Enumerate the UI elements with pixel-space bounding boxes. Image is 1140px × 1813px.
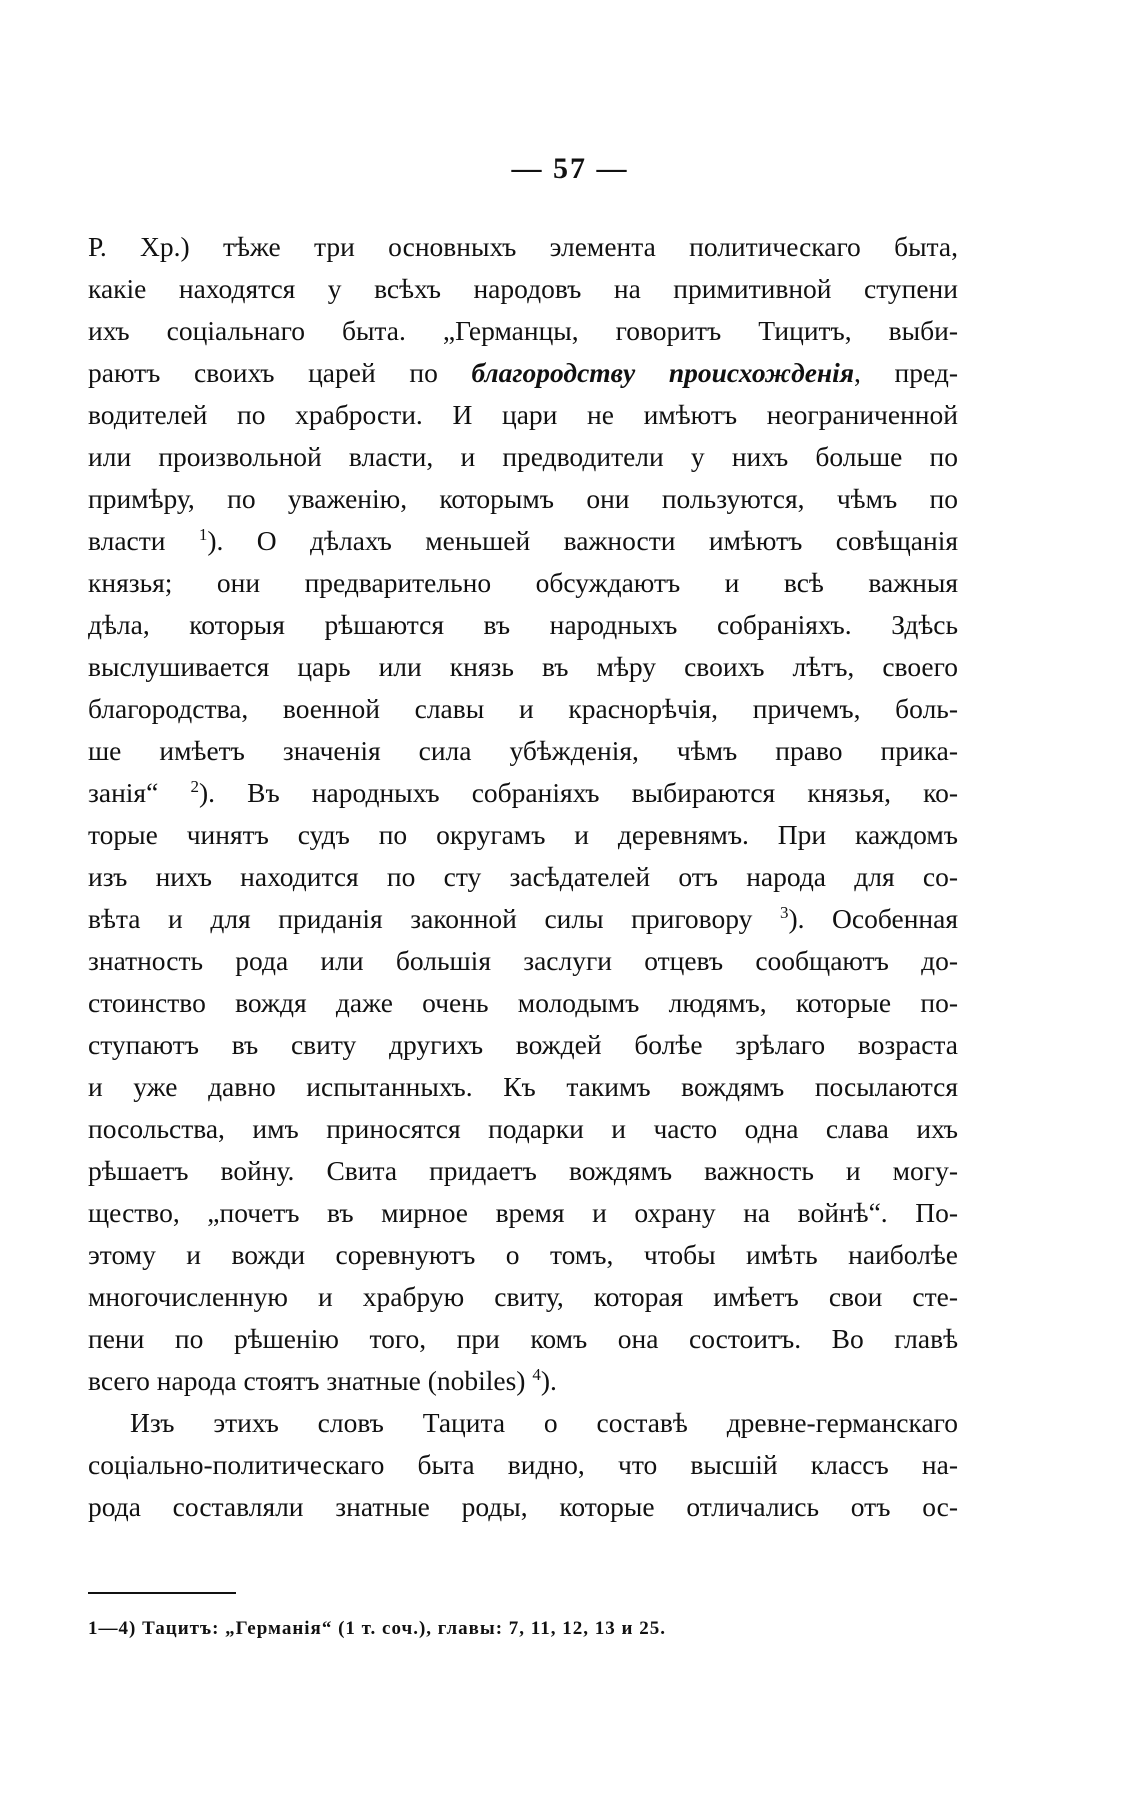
footnote-marker: 1 (198, 524, 208, 544)
line-segment: ). (540, 1365, 557, 1396)
text-line: знатность рода или большія заслуги отцевъ сообщаютъ до- (88, 945, 958, 976)
text-line: ихъ соціальнаго быта. „Германцы, говоритъ Тицитъ, выби- (88, 315, 958, 346)
text-line (88, 352, 958, 394)
text-line (88, 898, 958, 940)
text-line: и уже давно испытанныхъ. Къ такимъ вождямъ посылаются (88, 1071, 958, 1102)
text-line: пени по рѣшенію того, при комъ она состоитъ. Во главѣ (88, 1323, 958, 1354)
text-line (88, 520, 958, 562)
text-line: благородства, военной славы и краснорѣчія, причемъ, боль- (88, 693, 958, 724)
text-line: ступаютъ въ свиту другихъ вождей болѣе зрѣлаго возраста (88, 1029, 958, 1060)
emphasized-phrase: благородству происхожденія (471, 357, 854, 388)
page-number: — 57 — (511, 152, 629, 185)
footnote-marker: 3 (779, 902, 789, 922)
footnote-marker: 4 (532, 1364, 541, 1384)
text-line: рода составляли знатные роды, которые отличались отъ ос- (88, 1491, 958, 1522)
footnote-separator (88, 1592, 236, 1594)
text-line (88, 1360, 958, 1402)
text-line: многочисленную и храбрую свиту, которая имѣетъ свои сте- (88, 1281, 958, 1312)
text-line: князья; они предварительно обсуждаютъ и всѣ важныя (88, 567, 958, 598)
text-line: торые чинятъ судъ по округамъ и деревнямъ. При каждомъ (88, 819, 958, 850)
line-segment: занія“ (88, 777, 191, 808)
line-segment: вѣта и для приданія законной силы приговору (88, 903, 780, 934)
line-segment: всего народа стоятъ знатные (nobiles) (88, 1365, 533, 1396)
text-line: рѣшаетъ войну. Свита придаетъ вождямъ важность и могу- (88, 1155, 958, 1186)
paragraph-1 (88, 226, 958, 1402)
line-segment: ). Въ народныхъ собраніяхъ выбираются князья, ко- (198, 777, 958, 808)
text-line: дѣла, которыя рѣшаются въ народныхъ собраніяхъ. Здѣсь (88, 609, 958, 640)
text-line: этому и вожди соревнуютъ о томъ, чтобы имѣть наиболѣе (88, 1239, 958, 1270)
text-line: выслушивается царь или князь въ мѣру своихъ лѣтъ, своего (88, 651, 958, 682)
body-text (88, 226, 958, 1528)
text-line: стоинство вождя даже очень молодымъ людямъ, которые по- (88, 987, 958, 1018)
paragraph-2 (88, 1402, 958, 1528)
text-line: примѣру, по уваженію, которымъ они пользуются, чѣмъ по (88, 483, 958, 514)
footnote-marker: 2 (190, 776, 199, 796)
text-line: или произвольной власти, и предводители у нихъ больше по (88, 441, 958, 472)
line-segment: власти (88, 525, 199, 556)
text-line: посольства, имъ приносятся подарки и часто одна слава ихъ (88, 1113, 958, 1144)
footnote: 1—4) Тацитъ: „Германія“ (1 т. соч.), главы: 7, 11, 12, 13 и 25. (88, 1618, 666, 1639)
line-segment: , пред- (854, 357, 958, 388)
line-segment: ). О дѣлахъ меньшей важности имѣютъ совѣщанія (207, 525, 958, 556)
text-line: какіе находятся у всѣхъ народовъ на примитивной ступени (88, 273, 958, 304)
text-line: Изъ этихъ словъ Тацита о составѣ древне-германскаго (130, 1407, 958, 1438)
text-line: изъ нихъ находится по сту засѣдателей отъ народа для со- (88, 861, 958, 892)
text-line: щество, „почетъ въ мирное время и охрану на войнѣ“. По- (88, 1197, 958, 1228)
text-line: ше имѣетъ значенія сила убѣжденія, чѣмъ право прика- (88, 735, 958, 766)
text-line: Р. Хр.) тѣже три основныхъ элемента политическаго быта, (88, 231, 958, 262)
text-line (88, 772, 958, 814)
line-segment: ). Особенная (788, 903, 958, 934)
text-line: соціально-политическаго быта видно, что высшій классъ на- (88, 1449, 958, 1480)
text-line: водителей по храбрости. И цари не имѣютъ неограниченной (88, 399, 958, 430)
line-segment: раютъ своихъ царей по (88, 357, 472, 388)
